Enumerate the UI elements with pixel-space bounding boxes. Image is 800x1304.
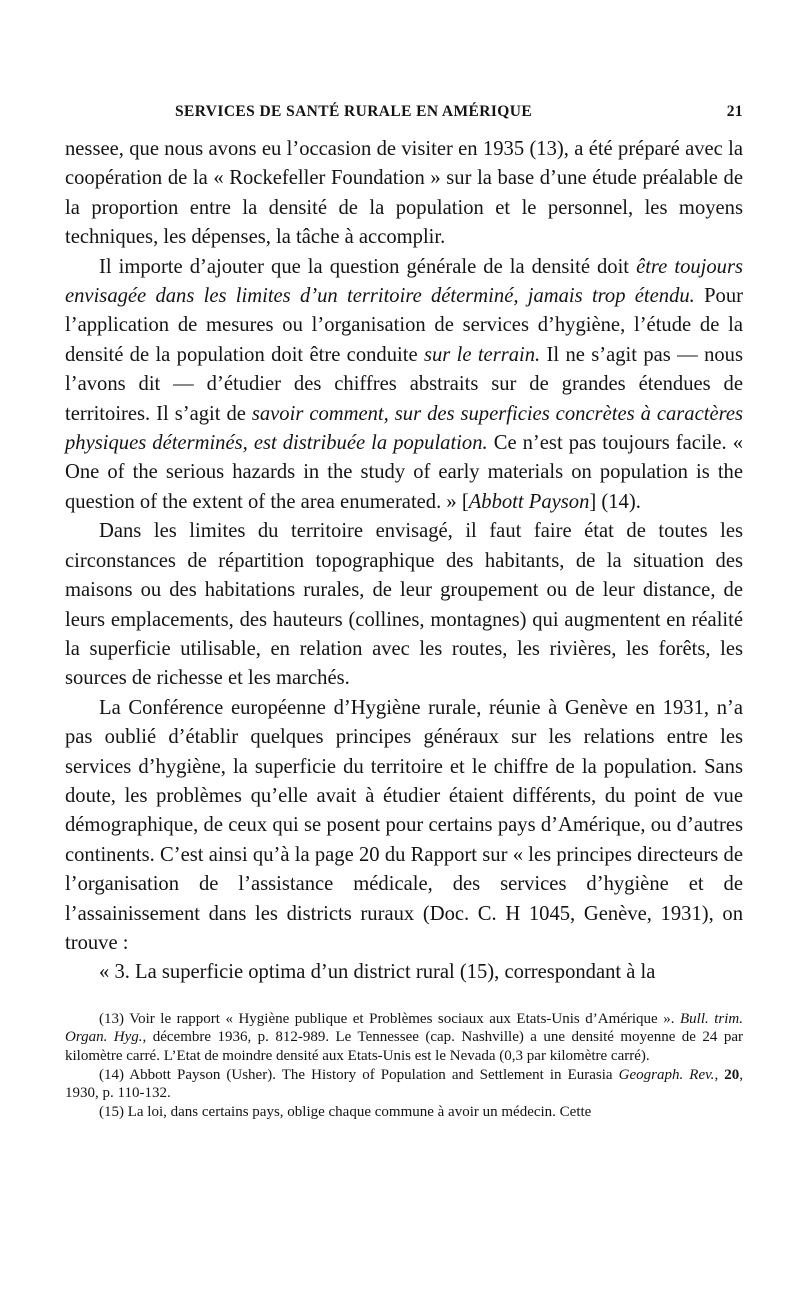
footnotes xyxy=(65,1010,743,1122)
paragraph-text: Il importe d’ajouter que la question générale de la densité doit xyxy=(99,255,637,278)
footnote-text: (14) Abbott Payson (Usher). The History of Population and Settlement in Eurasia xyxy=(99,1066,619,1083)
running-title: SERVICES DE SANTÉ RURALE EN AMÉRIQUE xyxy=(175,103,533,120)
footnote-text: (15) La loi, dans certains pays, oblige chaque commune à avoir un médecin. Cette xyxy=(99,1103,592,1120)
bold-volume: 20 xyxy=(724,1066,740,1083)
paragraph-territory xyxy=(65,517,743,693)
document-page xyxy=(65,95,743,1121)
footnote-13 xyxy=(65,1010,743,1066)
italic-text: être toujours envisagée dans les limites d’un territoire déterminé, jamais trop étendu. xyxy=(65,255,744,308)
running-header xyxy=(65,95,743,135)
paragraph-density xyxy=(65,253,743,518)
paragraph-text: ] (14). xyxy=(589,490,641,513)
paragraph-continuation xyxy=(65,135,743,253)
paragraph-text: Pour l’application de mesures ou l’organisation de services d’hygiène, l’étude de la densité de la population doit être conduite xyxy=(65,285,744,366)
footnote-text: , xyxy=(714,1066,725,1083)
paragraph-conference xyxy=(65,694,743,959)
paragraph-text: « 3. La superficie optima d’un district rural (15), correspondant à la xyxy=(99,961,656,984)
italic-author: Abbott Payson xyxy=(468,490,590,513)
paragraph-text: Ce n’est pas toujours facile. « One of the serious hazards in the study of early materials on population is the question of the extent of the area enumerated. » [ xyxy=(65,432,744,513)
footnote-15 xyxy=(65,1103,743,1122)
footnote-text: , 1930, p. 110-132. xyxy=(65,1066,744,1102)
footnote-text: (13) Voir le rapport « Hygiène publique et Problèmes sociaux aux Etats-Unis d’Amérique ». xyxy=(99,1010,680,1027)
paragraph-text: La Conférence européenne d’Hygiène rurale, réunie à Genève en 1931, n’a pas oublié d’établir quelques principes généraux sur les relations entre les services d’hygiène, la superficie du territoire et le chiffre de la population. Sans doute, les problèmes qu’elle avait à étudier étaient différents, du point de vue démographique, de ceux qui se posent pour certains pays d’Amérique, ou d’autres continents. C’est ainsi qu’à la page 20 du Rapport sur « les principes directeurs de l’organisation de l’assistance médicale, des services d’hygiène et de l’assainissement dans les districts ruraux (Doc. C. H 1045, Genève, 1931), on trouve : xyxy=(65,696,743,954)
italic-text: savoir comment, sur des superficies concrètes à caractères physiques déterminés, est distribuée la population. xyxy=(65,402,743,455)
paragraph-quotation xyxy=(65,958,743,987)
body-text xyxy=(65,135,743,988)
italic-text: sur le terrain. xyxy=(423,343,541,366)
paragraph-text: Il ne s’agit pas — nous l’avons dit — d’étudier des chiffres abstraits sur de grandes étendues de territoires. Il s’agit de xyxy=(65,343,743,425)
paragraph-text: Dans les limites du territoire envisagé, il faut faire état de toutes les circonstances de répartition topographique des habitants, de la situation des maisons ou des habitations rurales, de leur groupement ou de leur distance, de leurs emplacements, des hauteurs (collines, montagnes) qui augmentent en réalité la superficie utilisable, en relation avec les routes, les rivières, les forêts, les sources de richesse et les marchés. xyxy=(65,520,743,690)
italic-journal: Geograph. Rev. xyxy=(618,1066,715,1083)
page-number: 21 xyxy=(726,103,743,120)
paragraph-text: nessee, que nous avons eu l’occasion de visiter en 1935 (13), a été préparé avec la coopération de la « Rockefeller Foundation » sur la base d’une étude préalable de la proportion entre la densité de la population et le personnel, les moyens techniques, les dépenses, la tâche à accomplir. xyxy=(65,138,743,249)
footnote-text: , décembre 1936, p. 812-989. Le Tennessee (cap. Nashville) a une densité moyenne de 24 par kilomètre carré. L’Etat de moindre densité aux Etats-Unis est le Nevada (0,3 par kilomètre carré). xyxy=(65,1029,743,1064)
italic-journal: Bull. trim. Organ. Hyg. xyxy=(65,1010,743,1046)
footnote-14 xyxy=(65,1066,743,1103)
